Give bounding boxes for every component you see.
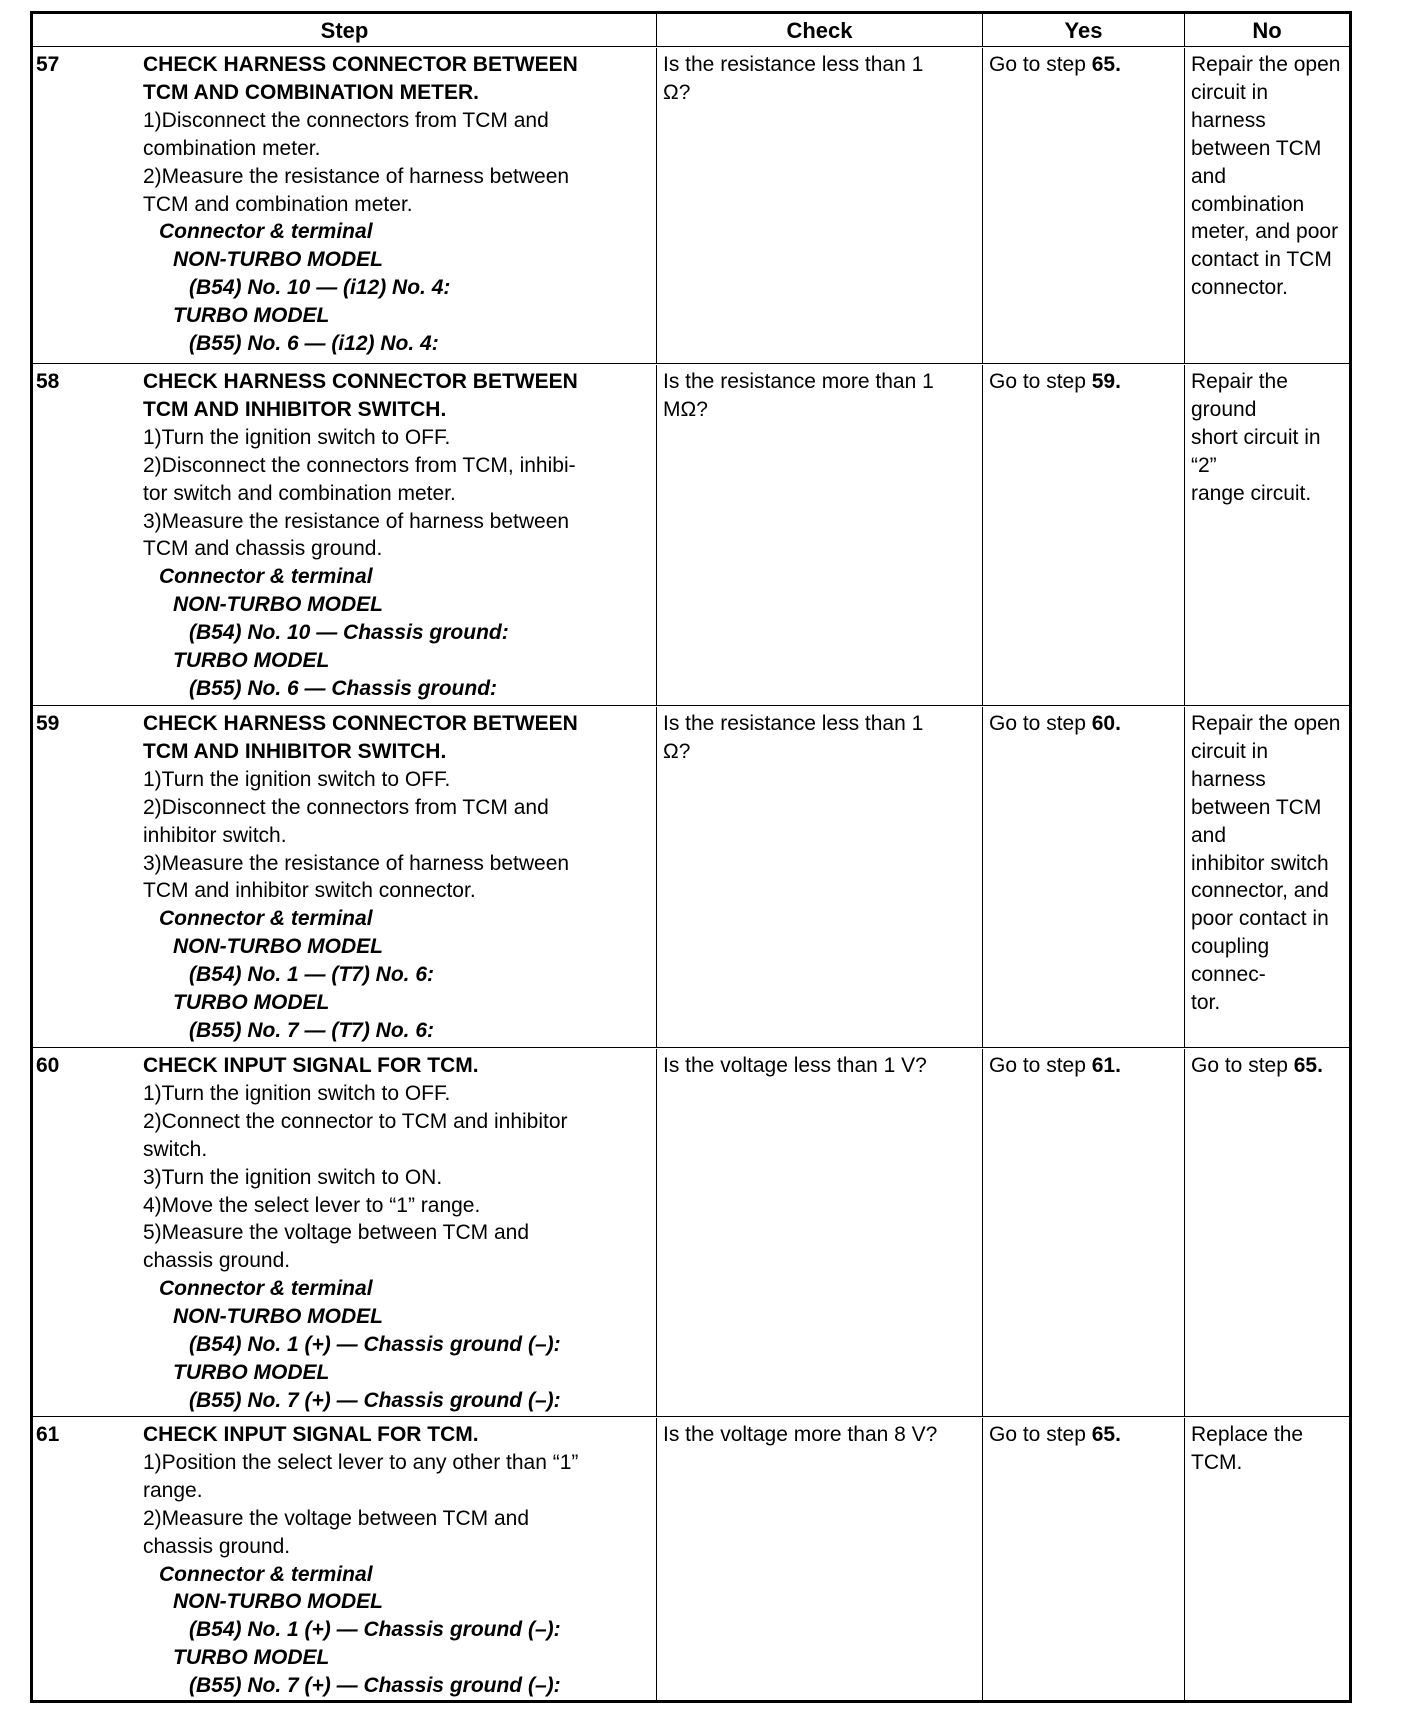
yes-text: Go to step [989, 1423, 1092, 1446]
step-description [137, 48, 657, 363]
yes-step-ref: 65. [1091, 53, 1121, 76]
yes-text: Go to step [989, 1054, 1092, 1077]
connector-heading: Connector & terminal [159, 907, 373, 931]
connector-heading: Connector & terminal [159, 1277, 373, 1301]
check-cell [657, 707, 983, 1047]
check-cell [657, 1049, 983, 1416]
connector-model: TURBO MODEL [173, 304, 330, 328]
connector-model: NON-TURBO MODEL [173, 248, 383, 272]
step-instruction: 1)Turn the ignition switch to OFF. [143, 1081, 451, 1105]
connector-terminal: (B54) No. 10 — (i12) No. 4: [189, 276, 451, 300]
connector-terminal: (B54) No. 10 — Chassis ground: [189, 621, 509, 645]
step-title: CHECK INPUT SIGNAL FOR TCM. [143, 1423, 479, 1446]
no-text: Go to step [1191, 1054, 1294, 1077]
step-instruction: 3)Turn the ignition switch to ON. [143, 1165, 443, 1189]
step-description [137, 1418, 657, 1700]
step-instruction: switch. [143, 1137, 208, 1161]
no-text: circuit in harness [1191, 80, 1269, 132]
no-text: poor contact in [1191, 907, 1329, 931]
header-check: Check [657, 14, 983, 46]
step-instruction: 2)Disconnect the connectors from TCM, inhibi- [143, 453, 576, 477]
table-header [33, 14, 1349, 47]
check-text: Is the voltage less than 1 V? [663, 1054, 927, 1077]
no-text: connector. [1191, 276, 1288, 300]
check-cell [657, 48, 983, 363]
no-text: Replace the TCM. [1191, 1423, 1304, 1474]
connector-model: TURBO MODEL [173, 649, 330, 673]
step-instruction: 1)Position the select lever to any other than “1” [143, 1450, 579, 1474]
no-cell [1185, 1418, 1349, 1700]
no-text: range circuit. [1191, 481, 1312, 505]
connector-terminal: (B55) No. 7 — (T7) No. 6: [189, 1018, 435, 1042]
no-cell [1185, 365, 1349, 705]
no-text: short circuit in “2” [1191, 425, 1321, 477]
header-yes: Yes [983, 14, 1185, 46]
no-text: combination [1191, 192, 1305, 216]
no-text: contact in TCM [1191, 248, 1332, 272]
step-number: 58 [36, 370, 60, 393]
yes-text: Go to step [989, 712, 1092, 735]
yes-text: Go to step [989, 370, 1092, 393]
diagnostic-table [30, 11, 1352, 1703]
step-number: 59 [36, 712, 60, 735]
check-cell [657, 1418, 983, 1700]
connector-terminal: (B54) No. 1 (+) — Chassis ground (–): [189, 1618, 561, 1642]
no-text: between TCM and [1191, 795, 1322, 847]
step-instruction: tor switch and combination meter. [143, 481, 456, 505]
yes-step-ref: 61. [1091, 1054, 1121, 1077]
check-text: Is the voltage more than 8 V? [663, 1423, 938, 1446]
step-instruction: 5)Measure the voltage between TCM and [143, 1221, 529, 1245]
connector-heading: Connector & terminal [159, 565, 373, 589]
yes-cell [983, 365, 1185, 705]
step-instruction: 1)Turn the ignition switch to OFF. [143, 767, 451, 791]
no-text: Repair the open [1191, 53, 1341, 76]
no-text: inhibitor switch [1191, 851, 1329, 875]
connector-terminal: (B55) No. 6 — Chassis ground: [189, 676, 498, 700]
table-row [33, 48, 1349, 364]
step-instruction: TCM and combination meter. [143, 192, 413, 216]
connector-terminal: (B55) No. 6 — (i12) No. 4: [189, 332, 439, 356]
no-step-ref: 65. [1293, 1054, 1323, 1077]
check-text: Is the resistance less than 1 [663, 712, 924, 735]
step-instruction: 2)Measure the resistance of harness between [143, 164, 570, 188]
no-cell [1185, 1049, 1349, 1416]
step-title: CHECK HARNESS CONNECTOR BETWEEN [143, 370, 578, 393]
step-number: 61 [36, 1423, 60, 1446]
connector-terminal: (B55) No. 7 (+) — Chassis ground (–): [189, 1674, 561, 1698]
table-row [33, 707, 1349, 1048]
no-cell [1185, 48, 1349, 363]
connector-terminal: (B54) No. 1 — (T7) No. 6: [189, 963, 435, 987]
header-step: Step [33, 14, 657, 46]
connector-model: NON-TURBO MODEL [173, 1305, 383, 1329]
yes-step-ref: 59. [1091, 370, 1121, 393]
step-instruction: range. [143, 1478, 203, 1502]
yes-step-ref: 60. [1091, 712, 1121, 735]
step-title: CHECK HARNESS CONNECTOR BETWEEN [143, 53, 578, 76]
no-text: Repair the ground [1191, 370, 1288, 421]
yes-cell [983, 1418, 1185, 1700]
step-title: CHECK HARNESS CONNECTOR BETWEEN [143, 712, 578, 735]
step-instruction: chassis ground. [143, 1534, 291, 1558]
no-text: meter, and poor [1191, 220, 1339, 244]
check-text: MΩ? [663, 397, 708, 421]
step-instruction: TCM and chassis ground. [143, 537, 383, 561]
yes-step-ref: 65. [1091, 1423, 1121, 1446]
step-instruction: inhibitor switch. [143, 823, 287, 847]
step-instruction: combination meter. [143, 136, 321, 160]
no-text: between TCM and [1191, 136, 1322, 188]
step-instruction: 2)Disconnect the connectors from TCM and [143, 795, 549, 819]
no-text: tor. [1191, 991, 1221, 1015]
step-number: 57 [36, 53, 60, 76]
connector-model: NON-TURBO MODEL [173, 593, 383, 617]
yes-cell [983, 48, 1185, 363]
connector-heading: Connector & terminal [159, 220, 373, 244]
step-instruction: 2)Connect the connector to TCM and inhibitor [143, 1109, 568, 1133]
step-instruction: chassis ground. [143, 1249, 291, 1273]
connector-model: TURBO MODEL [173, 991, 330, 1015]
step-instruction: TCM and inhibitor switch connector. [143, 879, 476, 903]
step-description [137, 365, 657, 705]
table-row [33, 1418, 1349, 1700]
step-description [137, 1049, 657, 1416]
check-cell [657, 365, 983, 705]
step-instruction: 1)Turn the ignition switch to OFF. [143, 425, 451, 449]
step-title: TCM AND COMBINATION METER. [143, 80, 479, 104]
step-instruction: 3)Measure the resistance of harness between [143, 509, 570, 533]
step-instruction: 2)Measure the voltage between TCM and [143, 1506, 529, 1530]
connector-heading: Connector & terminal [159, 1562, 373, 1586]
connector-terminal: (B54) No. 1 (+) — Chassis ground (–): [189, 1333, 561, 1357]
step-instruction: 4)Move the select lever to “1” range. [143, 1193, 481, 1217]
check-text: Ω? [663, 739, 691, 763]
table-row [33, 365, 1349, 706]
step-instruction: 1)Disconnect the connectors from TCM and [143, 108, 549, 132]
step-title: CHECK INPUT SIGNAL FOR TCM. [143, 1054, 479, 1077]
check-text: Ω? [663, 80, 691, 104]
check-text: Is the resistance more than 1 [663, 370, 934, 393]
step-number: 60 [36, 1054, 60, 1077]
yes-cell [983, 707, 1185, 1047]
check-text: Is the resistance less than 1 [663, 53, 924, 76]
no-text: Repair the open [1191, 712, 1341, 735]
table-row [33, 1049, 1349, 1417]
no-text: coupling connec- [1191, 935, 1270, 987]
yes-cell [983, 1049, 1185, 1416]
yes-text: Go to step [989, 53, 1092, 76]
connector-model: NON-TURBO MODEL [173, 1590, 383, 1614]
connector-model: TURBO MODEL [173, 1646, 330, 1670]
step-title: TCM AND INHIBITOR SWITCH. [143, 397, 447, 421]
step-description [137, 707, 657, 1047]
connector-model: NON-TURBO MODEL [173, 935, 383, 959]
step-title: TCM AND INHIBITOR SWITCH. [143, 739, 447, 763]
no-text: circuit in harness [1191, 739, 1269, 791]
connector-model: TURBO MODEL [173, 1360, 330, 1384]
no-text: connector, and [1191, 879, 1329, 903]
step-instruction: 3)Measure the resistance of harness between [143, 851, 570, 875]
connector-terminal: (B55) No. 7 (+) — Chassis ground (–): [189, 1388, 561, 1412]
header-no: No [1252, 18, 1282, 43]
no-cell [1185, 707, 1349, 1047]
